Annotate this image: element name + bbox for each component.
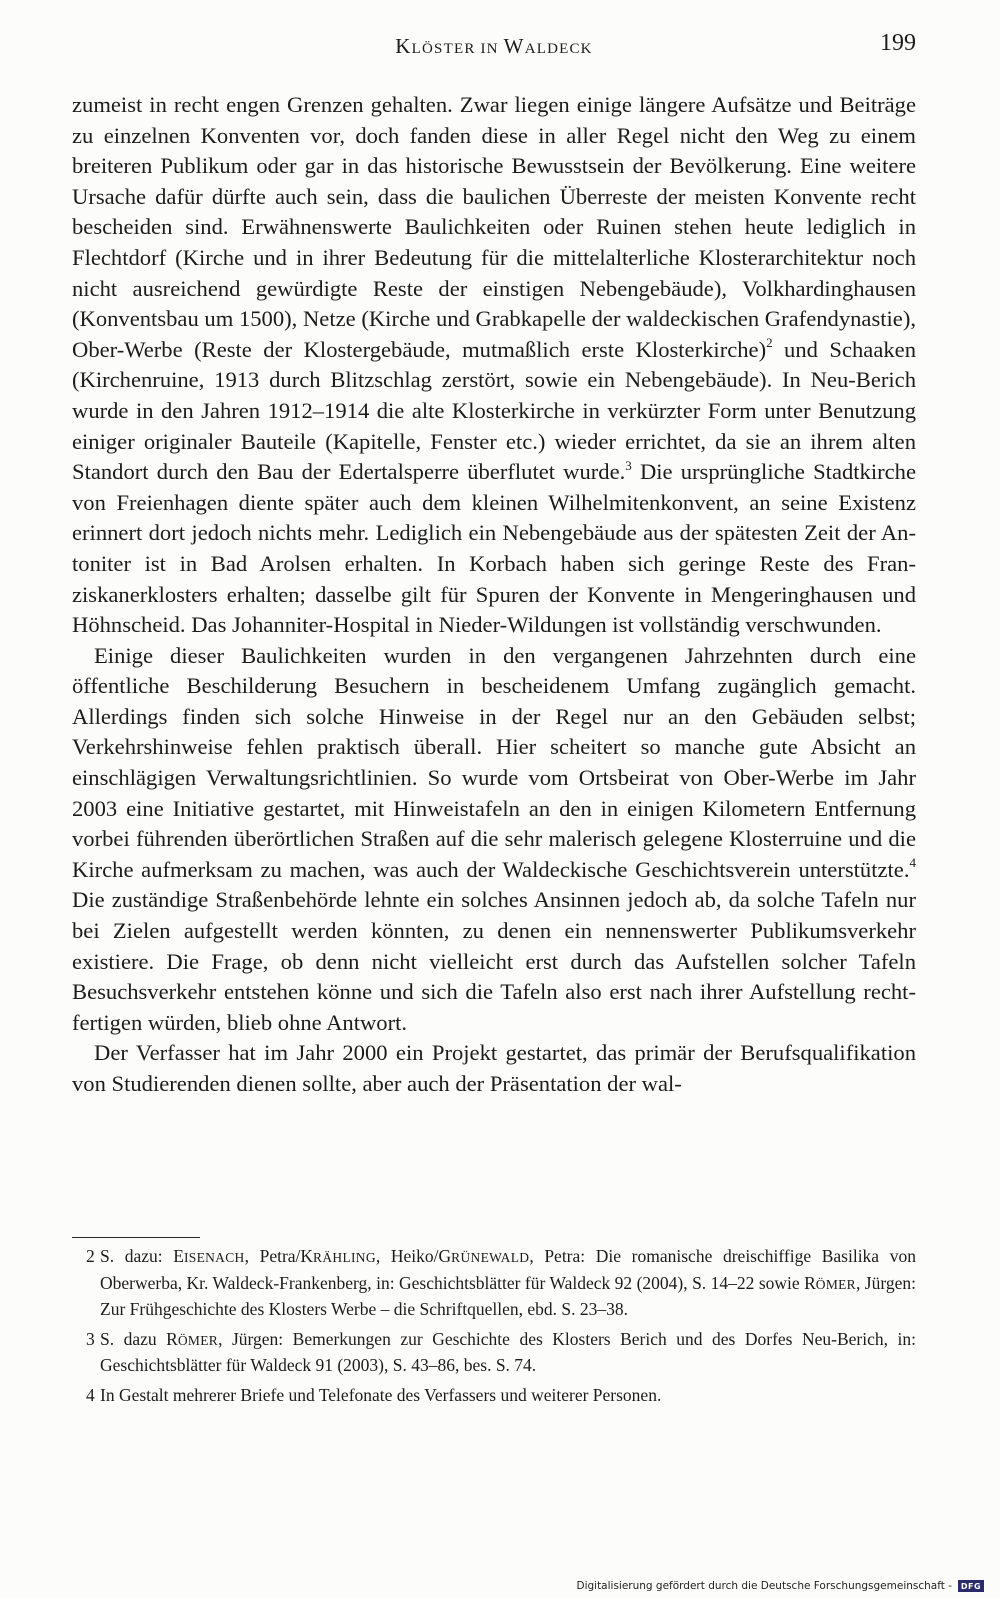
footnote-ref-4[interactable]: 4 xyxy=(909,855,916,871)
running-head xyxy=(72,30,916,62)
footnote-2: 2 S. dazu: EISENACH, Petra/KRÄHLING, Heiko/GRÜNEWALD, Petra: Die romanische dreischiffige Basilika von Oberwerba, Kr. Waldeck-Frankenberg, in: Geschichtsblätter für Waldeck 92 (2004), S. 14–22 sowie RÖMER, Jürgen: Zur Frühgeschichte des Klosters Werbe – die Schriftquellen, ebd. S. 23–38. xyxy=(86,1246,916,1320)
page-number: 199 xyxy=(880,30,916,56)
digitization-note: Digitalisierung gefördert durch die Deutsche Forschungsgemeinschaft - xyxy=(576,1580,952,1592)
footnote-4: 4 In Gestalt mehrerer Briefe und Telefonate des Verfassers und weiterer Personen. xyxy=(72,1383,916,1408)
footnote-number: 3 xyxy=(86,1328,95,1349)
paragraph-1: zumeist in recht engen Grenzen gehalten. Zwar liegen einige längere Aufsätze und Beiträge zu einzelnen Konventen vor, doch fanden diese in aller Regel nicht den Weg zu einem breiteren Publikum oder gar in das historische Bewusstsein der Bevölkerung. Eine weitere Ursache dafür dürfte auch sein, dass die baulichen Überreste der meisten Konvente recht bescheiden sind. Erwähnenswerte Baulichkeiten oder Ruinen stehen heute lediglich in Flechtdorf (Kirche und in ihrer Bedeutung für die mittelalterliche Klosterarchitektur noch nicht ausreichend gewürdigte Reste der einstigen Nebengebäude), Volkhardinghausen (Konventsbau um 1500), Netze (Kirche und Grabkapelle der waldeckischen Grafendynastie), Ober-Werbe (Reste der Klostergebäude, mutmaßlich erste Klosterkirche)$^2$ und Schaaken (Kirchenruine, 1913 durch Blitzschlag zerstört, sowie ein Nebengebäude). In Neu-Berich wurde in den Jahren 1912–1914 die alte Klosterkirche in verkürzter Form unter Benutzung einiger originaler Bauteile (Kapitelle, Fenster etc.) wieder errichtet, da sie an ihrem alten Standort durch den Bau der Edertalsperre überflutet wurde.$^3$ Die ursprüngliche Stadtkirche von Freienhagen diente später auch dem kleinen Wilhelmitenkonvent, an seine Existenz erinnert dort jedoch nichts mehr. Lediglich ein Nebengebäude aus der spätesten Zeit der Antoniter ist in Bad Arolsen erhalten. In Korbach haben sich geringe Reste des Franziskanerklosters erhalten; dasselbe gilt für Spuren der Konvente in Mengeringhausen und Höhnscheid. Das Johanniter-Hospital in Nieder-Wildungen ist vollständig verschwunden. xyxy=(72,92,916,638)
footnote-ref-3[interactable]: 3 xyxy=(625,457,632,473)
footnote-3: 3 S. dazu RÖMER, Jürgen: Bemerkungen zur Geschichte des Klosters Berich und des Dorfes Neu-Berich, in: Geschichtsblätter für Waldeck 91 (2003), S. 43–86, bes. S. 74. xyxy=(86,1328,916,1376)
body-text xyxy=(72,90,916,1100)
footnote-divider xyxy=(72,1237,200,1238)
footnote-number: 2 xyxy=(86,1246,95,1266)
footnotes xyxy=(72,1244,916,1413)
footnote-number: 4 xyxy=(86,1384,95,1405)
digitization-footer xyxy=(576,1580,984,1592)
dfg-logo-icon: DFG xyxy=(958,1580,984,1592)
footnote-ref-2[interactable]: 2 xyxy=(766,335,773,351)
running-title: KLÖSTER IN WALDECK xyxy=(395,34,593,58)
paragraph-3: Der Verfasser hat im Jahr 2000 ein Projekt gestartet, das primär der Berufsqualifikation von Studierenden dienen sollte, aber auch der Präsentation der wal- xyxy=(72,1040,916,1096)
paragraph-2: Einige dieser Baulichkeiten wurden in den vergangenen Jahrzehnten durch eine öffentliche Beschilderung Besuchern in bescheidenem Umfang zugänglich gemacht. Allerdings finden sich solche Hinweise in der Regel nur an den Gebäuden selbst; Verkehrshinweise fehlen praktisch überall. Hier scheitert so manche gute Absicht an einschlägigen Verwaltungsrichtlinien. So wurde vom Ortsbeirat von Ober-Werbe im Jahr 2003 eine Initiative gestartet, mit Hinweistafeln an den in einigen Kilometern Entfernung vorbei führenden überörtlichen Straßen auf die sehr malerisch gelegene Klosterruine und die Kirche aufmerksam zu machen, was auch der Waldeckische Geschichtsverein unterstützte.$^4$ Die zuständige Straßenbehörde lehnte ein solches Ansinnen jedoch ab, da solche Tafeln nur bei Zielen aufgestellt werden könnten, zu denen ein nennenswerter Publikumsverkehr existiere. Die Frage, ob denn nicht vielleicht erst durch das Aufstellen solcher Tafeln Besuchsverkehr entstehen könne und sich die Tafeln also erst nach ihrer Aufstellung rechtfertigen würden, blieb ohne Antwort. xyxy=(72,642,916,1035)
